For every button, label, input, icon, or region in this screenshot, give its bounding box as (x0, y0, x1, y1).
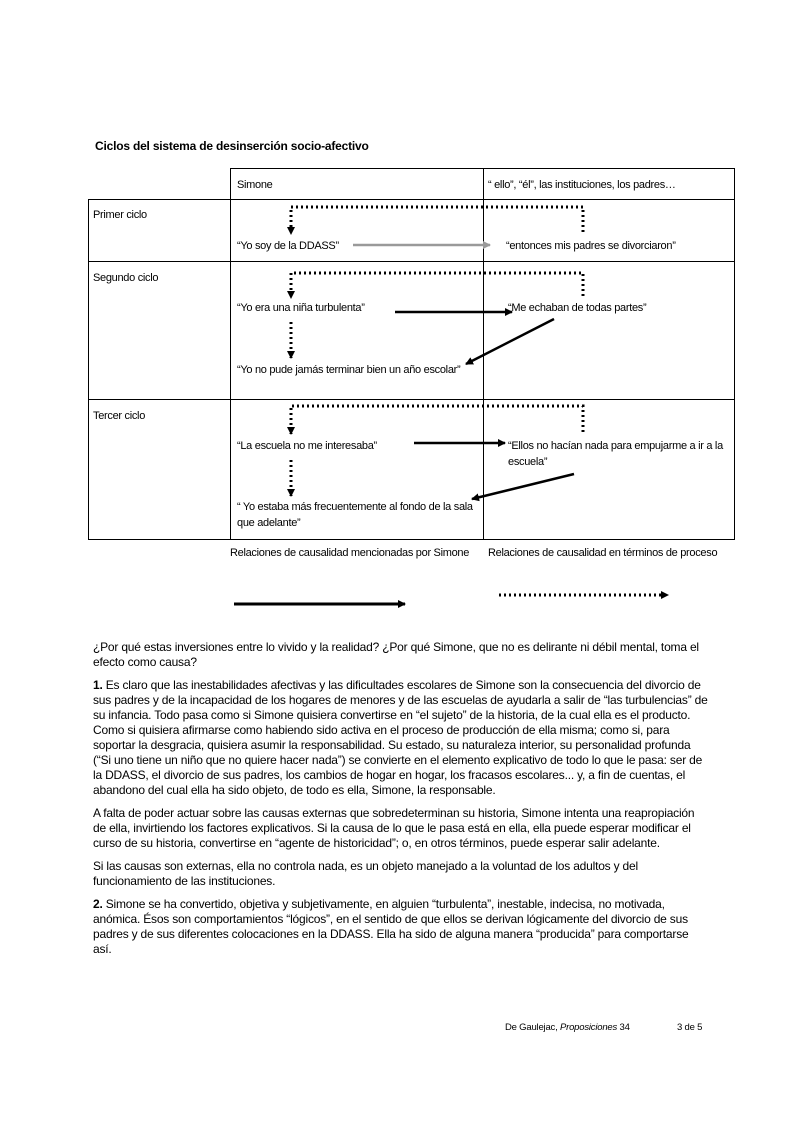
paragraph-4-text: Simone se ha convertido, objetiva y subjetivamente, en alguien “turbulenta”, inestable, indecisa, no motivada, anómica. Ésos son comportamientos “lógicos”, en el sentido de que ellos se derivan lógicamente del divorcio de sus padres y de sus diferentes colocaciones en la DDASS. Ella ha sido de alguna manera “producida” para comportarse así. (93, 897, 689, 956)
footer-journal: Proposiciones (559, 1022, 618, 1033)
legend-solid-label: Relaciones de causalidad mencionadas por Simone (230, 547, 470, 559)
cycles-table (88, 168, 735, 540)
cycle1-others-statement: “entonces mis padres se divorciaron” (506, 240, 676, 252)
paragraph-1-text: Es claro que las inestabilidades afectivas y las dificultades escolares de Simone son la consecuencia del divorcio de sus padres y de la incapacidad de los hogares de menores y de las escuelas de ayudarla a salir de “las turbulencias” de su infancia. Todo pasa como si Simone quisiera convertirse en “el sujeto” de la historia, de la cual ella es el producto. Como si quisiera afirmarse como habiendo sido activa en el proceso de producción de ella misma; como si, para soportar la desgracia, quisiera asumir la responsabilidad. Su estado, su naturaleza interior, su personalidad profunda (“Si uno tiene un niño que no quiere hacer nada”) se convierte en el elemento explicativo de todo lo que le pasa: ser de la DDASS, el divorcio de sus padres, los cambios de hogar en hogar, los fracasos escolares... y, a fin de cuentas, el abandono del cual ella ha sido objeto, de todo es ella, Simone, la responsable. (93, 678, 708, 797)
cycle-label-1: Primer ciclo (93, 209, 147, 221)
figure-title: Ciclos del sistema de desinserción socio-afectivo (95, 139, 369, 153)
header-simone: Simone (237, 179, 273, 191)
paragraph-4-number: 2. (93, 897, 103, 911)
cycle2-simone-statement-1: “Yo era una niña turbulenta” (237, 302, 365, 314)
paragraph-1 (93, 678, 708, 798)
footer-issue: 34 (617, 1022, 630, 1033)
cycle3-simone-statement-2: “ Yo estaba más frecuentemente al fondo de la sala que adelante” (237, 501, 473, 529)
legend-dotted-label: Relaciones de causalidad en términos de proceso (488, 547, 718, 559)
cycle3-others-statement: “Ellos no hacían nada para empujarme a ir a la escuela” (508, 440, 723, 468)
footer-citation (505, 1022, 630, 1033)
cycle-label-3: Tercer ciclo (93, 410, 146, 422)
footer-author: De Gaulejac, (505, 1022, 560, 1033)
paragraph-2: A falta de poder actuar sobre las causas externas que sobredeterminan su historia, Simone intenta una reapropiación de ella, invirtiendo los factores explicativos. Si la causa de lo que le pasa está en ella, ella puede esperar modificar el curso de su historia, convertirse en “agente de historicidad”; o, en otros términos, puede esperar salir adelante. (93, 806, 695, 850)
cycle1-simone-statement: “Yo soy de la DDASS” (237, 240, 339, 252)
paragraph-1-number: 1. (93, 678, 103, 692)
cycle2-simone-statement-2: “Yo no pude jamás terminar bien un año escolar” (237, 364, 461, 376)
paragraph-3: Si las causas son externas, ella no controla nada, es un objeto manejado a la voluntad de los adultos y del funcionamiento de las instituciones. (93, 859, 638, 888)
page-number: 3 de 5 (677, 1022, 703, 1033)
paragraph-question: ¿Por qué estas inversiones entre lo vivido y la realidad? ¿Por qué Simone, que no es delirante ni débil mental, toma el efecto como causa? (93, 640, 699, 669)
body-text (93, 640, 708, 965)
header-others: “ ello”, “él”, las instituciones, los padres… (488, 179, 676, 191)
cycle3-simone-statement-1: “La escuela no me interesaba” (237, 440, 377, 452)
paragraph-4 (93, 897, 708, 957)
cycle-label-2: Segundo ciclo (93, 272, 159, 284)
cycle2-others-statement: “Me echaban de todas partes” (508, 302, 647, 314)
